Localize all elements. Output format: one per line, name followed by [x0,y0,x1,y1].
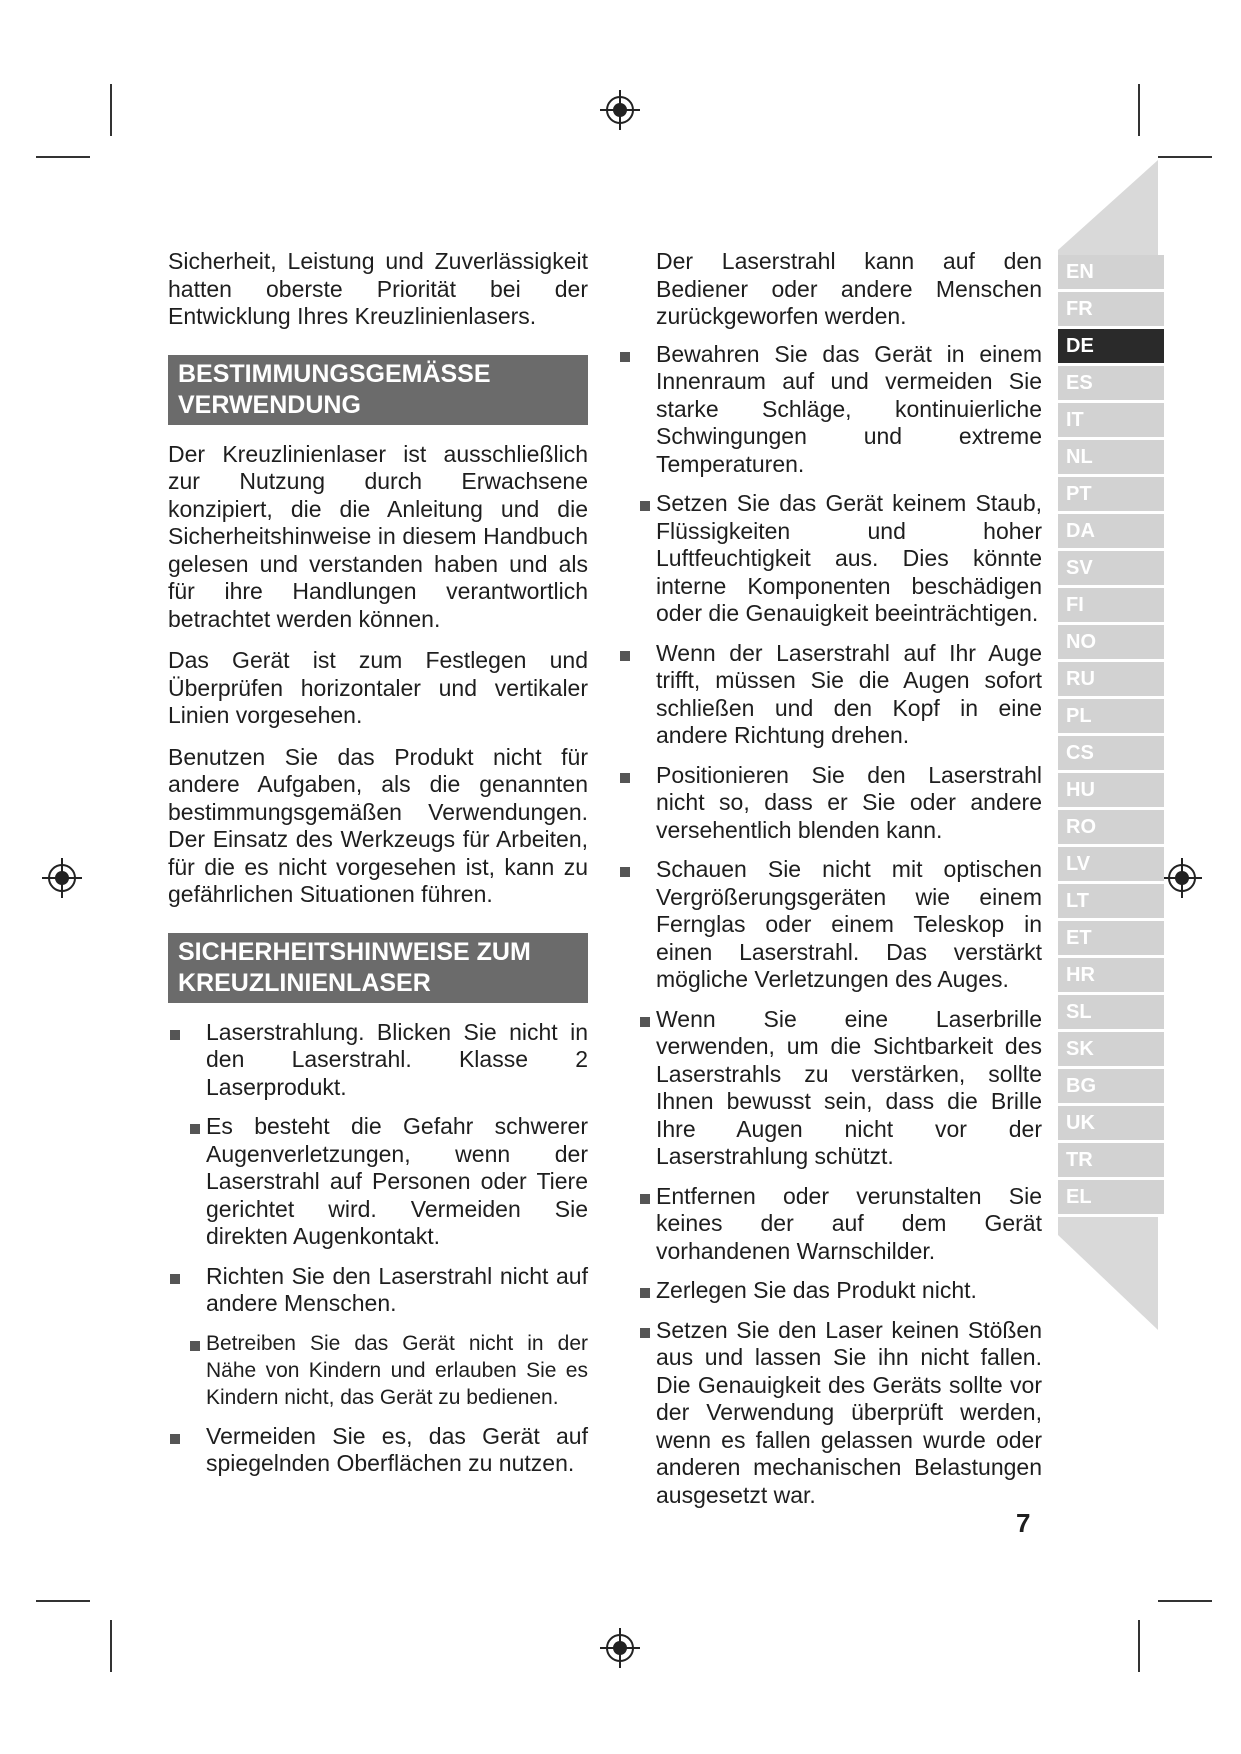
list-item: Wenn Sie eine Laserbrille verwenden, um die Sichtbarkeit des Laserstrahls zu verstärken, sollte Ihnen bewusst sein, dass die Brille Ihre Augen nicht vor der Laserstrahlung schützt. [618,1006,1042,1171]
list-item: Betreiben Sie das Gerät nicht in der Nähe von Kindern und erlauben Sie es Kindern nicht, das Gerät zu bedienen. [168,1330,588,1411]
section-heading-intended-use: BESTIMMUNGSGEMÄSSE VERWENDUNG [168,355,588,425]
list-item: Laserstrahlung. Blicken Sie nicht in den Laserstrahl. Klasse 2 Laserprodukt. [168,1019,588,1102]
language-tab-hr[interactable]: HR [1058,958,1164,995]
crop-mark [36,1600,90,1602]
paragraph: Der Kreuzlinienlaser ist ausschließlich zur Nutzung durch Erwachsene konzipiert, die die Anleitung und die Sicherheitshinweise in diesem Handbuch gelesen und verstanden haben und als für ihre Handlungen verantwortlich betrachtet werden können. [168,440,588,632]
language-tab-uk[interactable]: UK [1058,1106,1164,1143]
registration-mark-icon [600,90,640,130]
language-tab-sv[interactable]: SV [1058,551,1164,588]
language-tab-lt[interactable]: LT [1058,884,1164,921]
crop-mark [1138,84,1140,136]
list-item: Bewahren Sie das Gerät in einem Innenraum auf und vermeiden Sie starke Schläge, kontinuierliche Schwingungen und extreme Temperaturen. [618,341,1042,479]
language-tab-sl[interactable]: SL [1058,995,1164,1032]
language-tab-da[interactable]: DA [1058,514,1164,551]
registration-mark-icon [600,1628,640,1668]
list-item: Zerlegen Sie das Produkt nicht. [618,1277,1042,1305]
crop-mark [1158,1600,1212,1602]
safety-list-continued [618,341,1042,1510]
list-item: Entfernen oder verunstalten Sie keines der auf dem Gerät vorhandenen Warnschilder. [618,1183,1042,1266]
left-column [168,248,588,1490]
crop-mark [1138,1620,1140,1672]
language-tab-ro[interactable]: RO [1058,810,1164,847]
language-tab-es[interactable]: ES [1058,366,1164,403]
paragraph: Das Gerät ist zum Festlegen und Überprüfen horizontaler und vertikaler Linien vorgesehen. [168,647,588,728]
registration-mark-icon [1162,858,1202,898]
list-item: Setzen Sie das Gerät keinem Staub, Flüssigkeiten und hoher Luftfeuchtigkeit aus. Dies könnte interne Komponenten beschädigen oder die Genauigkeit beeinträchtigen. [618,490,1042,628]
language-tab-el[interactable]: EL [1058,1180,1164,1217]
language-tab-no[interactable]: NO [1058,625,1164,662]
list-item: Positionieren Sie den Laserstrahl nicht so, dass er Sie oder andere versehentlich blenden kann. [618,762,1042,845]
language-tab-it[interactable]: IT [1058,403,1164,440]
language-tab-pt[interactable]: PT [1058,477,1164,514]
list-item: Richten Sie den Laserstrahl nicht auf andere Menschen. [168,1263,588,1318]
language-tab-en[interactable]: EN [1058,255,1164,292]
language-tab-fi[interactable]: FI [1058,588,1164,625]
list-item: Wenn der Laserstrahl auf Ihr Auge trifft, müssen Sie die Augen sofort schließen und den Kopf in eine andere Richtung drehen. [618,640,1042,750]
language-tab-fr[interactable]: FR [1058,292,1164,329]
language-tab-hu[interactable]: HU [1058,773,1164,810]
language-tab-de[interactable]: DE [1058,329,1164,366]
crop-mark [110,1620,112,1672]
continued-paragraph: Der Laserstrahl kann auf den Bediener oder andere Menschen zurückgeworfen werden. [656,248,1042,329]
language-tab-ru[interactable]: RU [1058,662,1164,699]
crop-mark [36,156,90,158]
right-column [618,248,1042,1521]
language-index [1058,255,1164,1217]
safety-list [168,1019,588,1478]
list-item: Setzen Sie den Laser keinen Stößen aus und lassen Sie ihn nicht fallen. Die Genauigkeit des Geräts sollte vor der Verwendung überprüft werden, wenn es fallen gelassen wurde oder anderen mechanischen Belastungen ausgesetzt war. [618,1317,1042,1510]
language-tab-pl[interactable]: PL [1058,699,1164,736]
list-item: Schauen Sie nicht mit optischen Vergrößerungsgeräten wie einem Fernglas oder einem Teleskop in einen Laserstrahl. Das verstärkt mögliche Verletzungen des Auges. [618,856,1042,994]
language-tab-nl[interactable]: NL [1058,440,1164,477]
list-item: Vermeiden Sie es, das Gerät auf spiegelnden Oberflächen zu nutzen. [168,1423,588,1478]
language-tab-et[interactable]: ET [1058,921,1164,958]
language-tab-bg[interactable]: BG [1058,1069,1164,1106]
registration-mark-icon [42,858,82,898]
language-tab-tr[interactable]: TR [1058,1143,1164,1180]
paragraph: Benutzen Sie das Produkt nicht für andere Aufgaben, als die genannten bestimmungsgemäßen Verwendungen. Der Einsatz des Werkzeugs für Arbeiten, für die es nicht vorgesehen ist, kann zu gefährlichen Situationen führen. [168,743,588,907]
section-heading-safety: SICHERHEITSHINWEISE ZUM KREUZLINIENLASER [168,933,588,1003]
page-number: 7 [1016,1508,1031,1538]
language-tab-cs[interactable]: CS [1058,736,1164,773]
crop-mark [110,84,112,136]
intro-paragraph: Sicherheit, Leistung und Zuverlässigkeit hatten oberste Priorität bei der Entwicklung Ihres Kreuzlinienlasers. [168,248,588,329]
crop-mark [1158,156,1212,158]
list-item: Es besteht die Gefahr schwerer Augenverletzungen, wenn der Laserstrahl auf Personen oder Tiere gerichtet wird. Vermeiden Sie direkten Augenkontakt. [168,1113,588,1251]
language-tab-sk[interactable]: SK [1058,1032,1164,1069]
language-tab-lv[interactable]: LV [1058,847,1164,884]
